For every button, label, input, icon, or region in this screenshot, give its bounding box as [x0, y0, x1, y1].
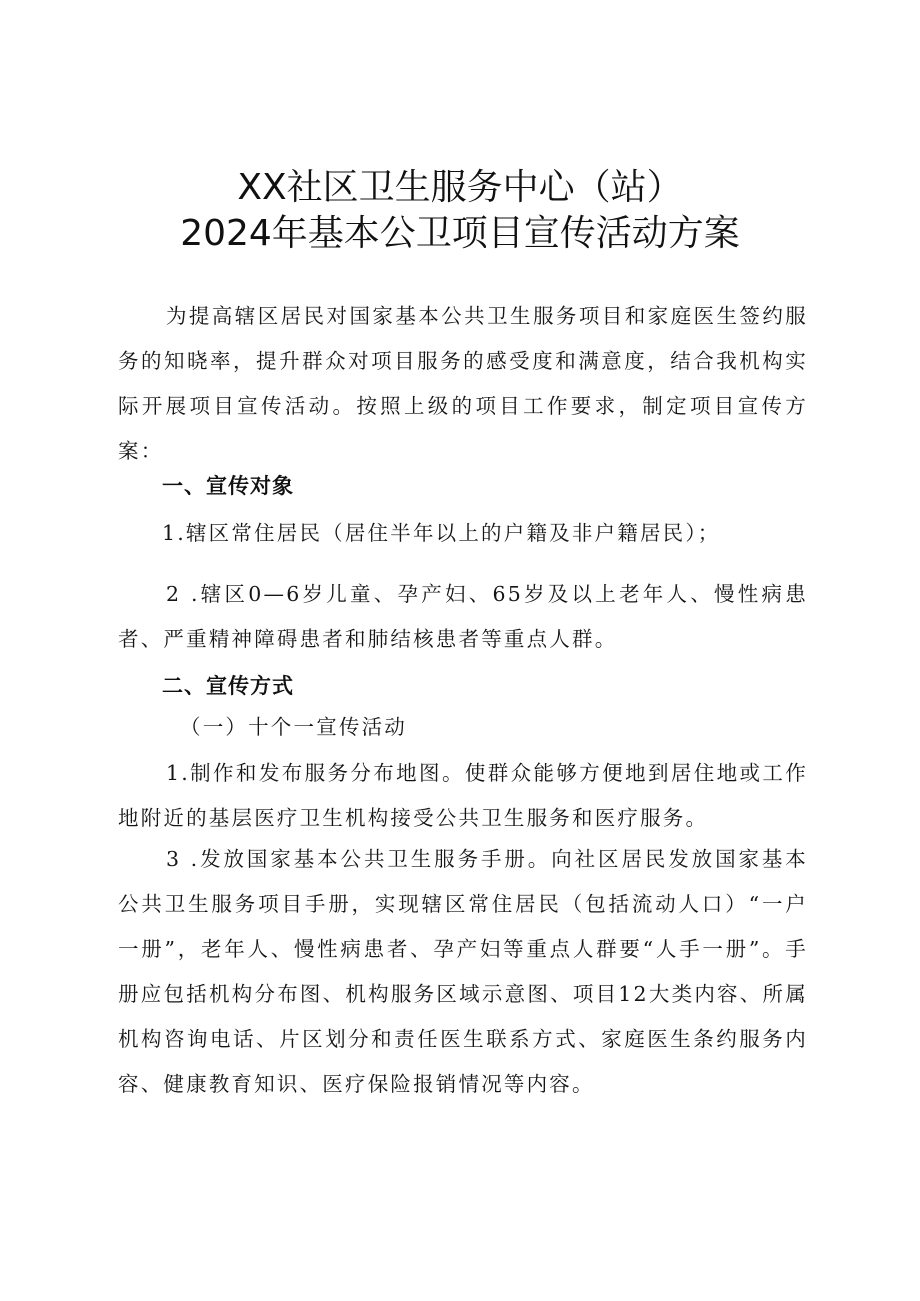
section-2-item-3: 3 .发放国家基本公共卫生服务手册。向社区居民发放国家基本公共卫生服务项目手册，实现辖区常住居民（包括流动人口）“一户一册”，老年人、慢性病患者、孕产妇等重点人群要“人手一册”。手册应包括机构分布图、机构服务区域示意图、项目12大类内容、所属机构咨询电话、片区划分和责任医生联系方式、家庭医生条约服务内容、健康教育知识、医疗保险报销情况等内容。 [118, 847, 808, 1096]
document-title-line-1: XX社区卫生服务中心（站） [237, 167, 683, 208]
intro-paragraph: 为提高辖区居民对国家基本公共卫生服务项目和家庭医生签约服务的知晓率，提升群众对项目服务的感受度和满意度，结合我机构实际开展项目宣传活动。按照上级的项目工作要求，制定项目宣传方案： [118, 304, 808, 463]
section-1-heading: 一、宣传对象 [162, 474, 294, 498]
section-1-item-2: 2 .辖区0—6岁儿童、孕产妇、65岁及以上老年人、慢性病患者、严重精神障碍患者和肺结核患者等重点人群。 [118, 582, 808, 651]
section-1-item-1: 1.辖区常住居民（居住半年以上的户籍及非户籍居民）； [162, 521, 721, 545]
section-2-heading: 二、宣传方式 [162, 674, 294, 698]
document-title-line-2: 2024年基本公卫项目宣传活动方案 [180, 213, 740, 254]
section-2-item-1: 1.制作和发布服务分布地图。使群众能够方便地到居住地或工作地附近的基层医疗卫生机构接受公共卫生服务和医疗服务。 [118, 761, 808, 830]
section-2-subheading: （一）十个一宣传活动 [180, 715, 407, 739]
